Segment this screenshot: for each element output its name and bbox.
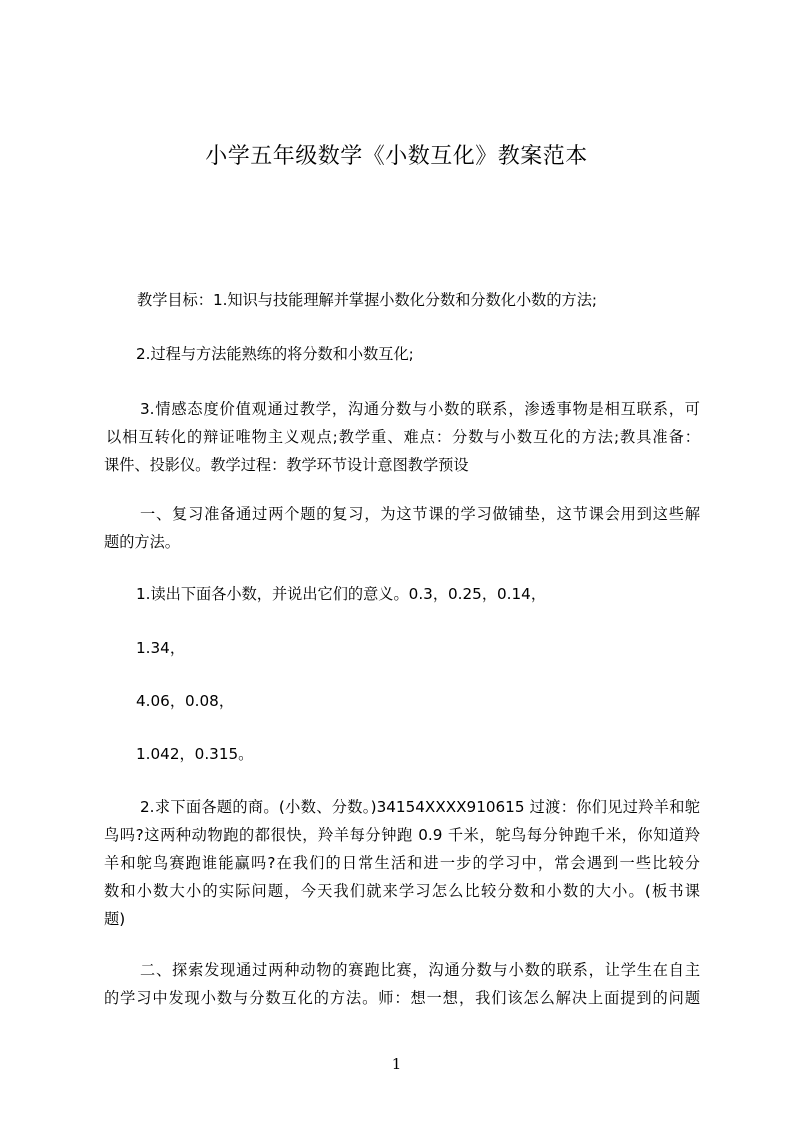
text-line: 课件、投影仪。教学过程：教学环节设计意图教学预设	[104, 456, 469, 474]
text-line: 题)	[104, 910, 126, 928]
text-line: 题的方法。	[104, 533, 180, 551]
text-line: 一、复习准备通过两个题的复习，为这节课的学习做铺垫，这节课会用到这些解	[140, 505, 700, 523]
paragraph-emotion-attitude	[104, 395, 700, 479]
text-line: 4.06，0.08，	[136, 692, 235, 710]
text-line: 3.情感态度价值观通过教学，沟通分数与小数的联系，渗透事物是相互联系，可	[140, 400, 700, 418]
text-line: 鸟吗?这两种动物跑的都很快，羚羊每分钟跑 0.9 千米，鸵鸟每分钟跑千米，你知道羚	[104, 826, 700, 844]
document-title: 小学五年级数学《小数互化》教案范本	[205, 144, 588, 169]
text-line: 数和小数大小的实际问题，今天我们就来学习怎么比较分数和小数的大小。(板书课	[104, 882, 700, 900]
text-line: 2.过程与方法能熟练的将分数和小数互化;	[136, 345, 414, 363]
text-line: 二、探索发现通过两种动物的赛跑比赛，沟通分数与小数的联系，让学生在自主	[140, 961, 700, 979]
paragraph-section-two	[104, 956, 700, 1012]
paragraph-decimal-list-1	[104, 634, 700, 662]
text-line: 1.34，	[136, 639, 186, 657]
paragraph-decimal-list-2	[104, 687, 700, 715]
paragraph-decimal-list-3	[104, 740, 700, 768]
text-line: 教学目标：1.知识与技能理解并掌握小数化分数和分数化小数的方法;	[137, 291, 598, 309]
text-line: 的学习中发现小数与分数互化的方法。师：想一想，我们该怎么解决上面提到的问题	[104, 989, 700, 1007]
text-line: 以相互转化的辩证唯物主义观点;教学重、难点：分数与小数互化的方法;教具准备：	[106, 428, 700, 446]
page-number: 1	[391, 1055, 402, 1073]
paragraph-section-one	[104, 500, 700, 556]
text-line: 1.042，0.315。	[136, 745, 254, 763]
paragraph-process-method	[104, 340, 700, 368]
text-line: 2.求下面各题的商。(小数、分数。)34154XXXX910615 过渡：你们见过羚羊和鸵	[140, 798, 700, 816]
text-line: 羊和鸵鸟赛跑谁能赢吗?在我们的日常生活和进一步的学习中，常会遇到一些比较分	[104, 854, 700, 872]
paragraph-read-decimals	[104, 580, 700, 608]
paragraph-teaching-goal	[104, 286, 700, 314]
text-line: 1.读出下面各小数，并说出它们的意义。0.3，0.25，0.14，	[136, 585, 547, 603]
paragraph-quotients	[104, 793, 700, 933]
